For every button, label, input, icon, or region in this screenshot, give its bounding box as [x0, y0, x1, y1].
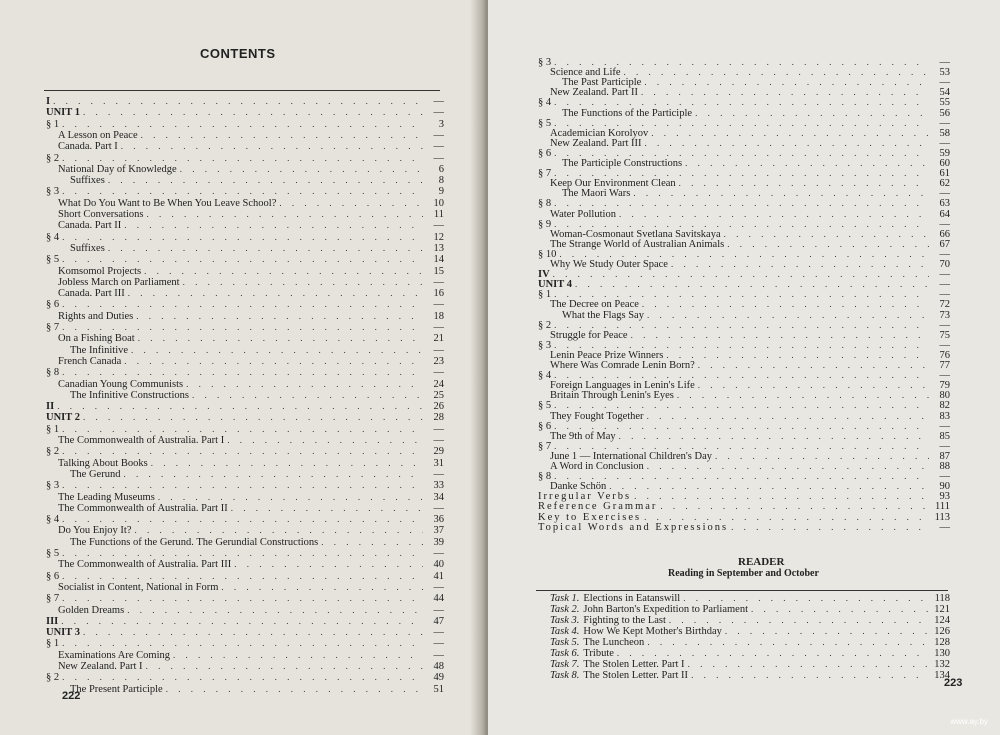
dot-leader — [146, 208, 423, 220]
toc-page-number: 44 — [433, 593, 444, 605]
toc-page-number: 83 — [939, 410, 950, 422]
dot-leader — [166, 683, 423, 695]
left-page — [0, 0, 486, 735]
toc-entry-title: § 2 — [46, 446, 60, 458]
dot-leader — [234, 558, 423, 570]
toc-page-number: 41 — [433, 570, 444, 582]
toc-page-number: — — [939, 370, 950, 382]
toc-page-number: 63 — [939, 198, 950, 210]
toc-page-number: — — [433, 107, 444, 119]
toc-entry-title: § 4 — [46, 231, 60, 243]
toc-page-number: — — [433, 322, 444, 333]
task-label: Task 3. — [550, 615, 580, 626]
dot-leader — [173, 649, 423, 661]
toc-page-number: 51 — [433, 683, 444, 695]
toc-entry-title: Keep Our Environment Clean — [550, 178, 676, 190]
dot-leader — [731, 521, 929, 533]
toc-page-number: 56 — [939, 107, 950, 119]
toc-page-number: 80 — [939, 390, 950, 402]
toc-page-number: — — [433, 276, 444, 288]
dot-leader — [62, 298, 423, 310]
toc-page-number: 34 — [433, 491, 444, 503]
dot-leader — [151, 457, 423, 469]
toc-page-number: — — [939, 420, 950, 432]
toc-page-number: — — [433, 502, 444, 514]
toc-page-number: 39 — [433, 536, 444, 548]
toc-page-number: — — [433, 141, 444, 153]
toc-page-number: 24 — [433, 378, 444, 390]
dot-leader — [108, 242, 423, 254]
toc-page-number: 93 — [939, 491, 950, 503]
toc-entry-title: Lenin Peace Prize Winners — [550, 349, 664, 361]
toc-entry-title: The Commonwealth of Australia. Part I — [58, 435, 225, 446]
reader-subtitle: Reading in September and October — [668, 568, 819, 579]
toc-entry-title: National Day of Knowledge — [58, 163, 177, 175]
toc-page-number: 11 — [433, 209, 444, 220]
toc-page-number: — — [433, 604, 444, 616]
toc-entry-title: They Fought Together — [550, 410, 644, 422]
toc-page-number: — — [433, 367, 444, 379]
toc-entry-title: § 8 — [538, 471, 552, 483]
toc-entry-title: Suffixes — [70, 175, 105, 187]
dot-leader — [83, 106, 423, 118]
toc-entry-title: UNIT 3 — [46, 627, 80, 639]
toc-entry-title: § 3 — [46, 186, 60, 198]
toc-entry-title: § 1 — [538, 289, 552, 301]
toc-entry-title: § 10 — [538, 248, 557, 260]
toc-entry-title: The Functions of the Participle — [562, 107, 693, 119]
toc-page-number: — — [939, 117, 950, 129]
toc-entry-title: The Strange World of Australian Animals — [550, 238, 725, 250]
toc-entry-title: § 5 — [538, 117, 552, 129]
toc-entry-title: Where Was Comrade Lenin Born? — [550, 360, 695, 371]
toc-page-number: 59 — [939, 147, 950, 159]
toc-page-number: — — [939, 289, 950, 301]
dot-leader — [192, 389, 423, 401]
toc-entry-title: § 6 — [538, 420, 552, 432]
toc-entry-title: The 9th of May — [550, 430, 616, 442]
dot-leader — [108, 174, 423, 186]
toc-page-number: 13 — [433, 242, 444, 254]
toc-entry-title: The Leading Museums — [58, 491, 155, 503]
toc-entry-title: Canada. Part II — [58, 220, 122, 232]
toc-entry-title: § 8 — [46, 367, 60, 379]
toc-entry-title: The Past Participle — [562, 77, 642, 89]
toc-page-number: — — [433, 581, 444, 593]
toc-page-number: 53 — [939, 67, 950, 79]
toc-page-number: — — [939, 319, 950, 331]
dot-leader — [231, 502, 423, 514]
task-label: Task 2. — [550, 604, 580, 615]
toc-page-number: 47 — [433, 615, 444, 627]
toc-page-number: 73 — [939, 309, 950, 321]
dot-leader — [62, 231, 423, 243]
dot-leader — [321, 536, 423, 548]
toc-page-number: 79 — [939, 380, 950, 392]
toc-entry-title: § 3 — [538, 57, 552, 68]
toc-entry-title: Socialist in Content, National in Form — [58, 581, 219, 593]
toc-page-number: — — [939, 218, 950, 230]
page-number: 223 — [944, 677, 963, 689]
toc-entry-title: June 1 — International Children's Day — [550, 450, 712, 462]
dot-leader — [124, 355, 423, 367]
dot-leader — [62, 671, 423, 683]
toc-entry-title: § 6 — [46, 570, 60, 582]
toc-entry-title: The Infinitive Constructions — [70, 389, 189, 401]
dot-leader — [62, 570, 423, 582]
toc-page-number: 85 — [939, 430, 950, 442]
toc-page-number: 31 — [433, 457, 444, 469]
toc-entry-title: UNIT 1 — [46, 107, 80, 119]
toc-entry-title: The Infinitive — [70, 344, 129, 356]
dot-leader — [691, 669, 929, 681]
toc-entry-title: UNIT 2 — [46, 412, 80, 424]
toc-page-number: 18 — [433, 310, 444, 322]
toc-entry-title: The Maori Wars — [562, 188, 631, 200]
toc-page-number: 6 — [438, 163, 444, 175]
toc-entry-title: New Zealand. Part III — [550, 137, 642, 149]
toc-page-number: 76 — [939, 349, 950, 361]
toc-entry-title: The Participle Constructions — [562, 158, 683, 169]
task-title: The Stolen Letter. Part I — [583, 659, 685, 670]
toc-page-number: — — [939, 279, 950, 291]
toc-page-number: 134 — [934, 670, 950, 681]
toc-entry-title: Key to Exercises — [538, 511, 642, 523]
toc-page-number: 40 — [433, 559, 444, 571]
dot-leader — [62, 637, 423, 649]
toc-entry-title: Examinations Are Coming — [58, 649, 170, 661]
toc-page-number: — — [939, 57, 950, 68]
toc-entry-title: § 4 — [46, 514, 60, 526]
toc-page-number: 62 — [939, 178, 950, 190]
dot-leader — [62, 592, 423, 604]
toc-page-number: — — [433, 344, 444, 356]
task-label: Task 6. — [550, 648, 580, 659]
dot-leader — [123, 468, 423, 480]
dot-leader — [158, 491, 423, 503]
dot-leader — [62, 479, 423, 491]
toc-page-number: 37 — [433, 525, 444, 537]
toc-entry-title: The Gerund — [70, 468, 121, 480]
toc-entry-title: Do You Enjoy It? — [58, 525, 132, 537]
toc-entry-title: § 1 — [46, 638, 60, 650]
toc-entry-title: French Canada — [58, 355, 122, 367]
task-label: Task 8. — [550, 670, 580, 681]
toc-entry-title: II — [46, 401, 55, 413]
task-label: Task 4. — [550, 626, 580, 637]
toc-page-number: 29 — [433, 446, 444, 458]
toc-entry-title: What the Flags Say — [562, 309, 644, 321]
reader-title: READER — [738, 556, 785, 568]
toc-page-number: 90 — [939, 481, 950, 493]
toc-entry-title: § 7 — [46, 593, 60, 605]
toc-entry-title: Golden Dreams — [58, 604, 125, 616]
dot-leader — [62, 185, 423, 197]
toc-entry-title: § 5 — [46, 548, 60, 559]
toc-page-number: — — [433, 423, 444, 435]
dot-leader — [62, 513, 423, 525]
dot-leader — [61, 615, 423, 627]
dot-leader — [62, 547, 423, 559]
toc-page-number: 3 — [438, 118, 444, 130]
toc-page-number: 26 — [433, 401, 444, 413]
toc-page-number: — — [433, 548, 444, 559]
toc-page-number: — — [433, 468, 444, 480]
toc-entry-title: The Commonwealth of Australia. Part II — [58, 502, 228, 514]
toc-entry-title: § 4 — [538, 97, 552, 109]
toc-page-number: — — [433, 129, 444, 141]
toc-page-number: — — [939, 248, 950, 260]
toc-page-number: 126 — [934, 626, 950, 637]
toc-page-number: 130 — [934, 648, 950, 659]
dot-leader — [138, 332, 423, 344]
toc-entry — [70, 683, 444, 696]
toc-page-number: 33 — [433, 480, 444, 492]
toc-page-number: 132 — [934, 659, 950, 670]
toc-page-number: — — [433, 649, 444, 661]
toc-entry-title: § 7 — [538, 168, 552, 180]
toc-page-number: 77 — [939, 360, 950, 371]
dot-leader — [62, 152, 423, 164]
toc-entry-title: Rights and Duties — [58, 310, 134, 322]
dot-leader — [83, 626, 423, 638]
toc-page-number: — — [433, 152, 444, 164]
toc-page-number: — — [939, 339, 950, 351]
toc-entry-title: Komsomol Projects — [58, 265, 142, 277]
toc-page-number: 12 — [433, 231, 444, 243]
toc-entry-title: § 6 — [46, 299, 60, 311]
toc-page-number: 75 — [939, 329, 950, 341]
dot-leader — [62, 118, 423, 130]
toc-entry-title: What Do You Want to Be When You Leave School? — [58, 197, 277, 209]
task-label: Task 7. — [550, 659, 580, 670]
page-number: 222 — [62, 690, 81, 702]
toc-page-number: 124 — [934, 615, 950, 626]
toc-page-number: 36 — [433, 514, 444, 526]
toc-page-number: — — [433, 638, 444, 650]
task-title: John Barton's Expedition to Parliament — [583, 604, 748, 615]
toc-page-number: 111 — [935, 501, 950, 513]
toc-page-number: 113 — [934, 511, 950, 523]
dot-leader — [144, 265, 423, 277]
toc-entry-title: The Decree on Peace — [550, 299, 639, 311]
toc-page-number: — — [433, 627, 444, 639]
toc-page-number: 118 — [934, 593, 950, 604]
task-title: The Stolen Letter. Part II — [583, 670, 689, 681]
toc-entry-title: A Word in Conclusion — [550, 461, 644, 472]
toc-page-number: — — [433, 435, 444, 446]
toc-page-number: 25 — [433, 389, 444, 401]
toc-entry-title: § 3 — [46, 480, 60, 492]
toc-entry-title: On a Fishing Boat — [58, 333, 135, 345]
toc-entry-title: § 7 — [46, 322, 60, 333]
toc-page-number: — — [939, 77, 950, 89]
toc-page-number: — — [433, 220, 444, 232]
toc-page-number: 66 — [939, 228, 950, 240]
toc-entry-title: § 5 — [46, 254, 60, 266]
dot-leader — [180, 163, 423, 175]
dot-leader — [186, 378, 423, 390]
toc-page-number: — — [433, 299, 444, 311]
toc-entry-title: III — [46, 615, 59, 627]
watermark: www.ay.by — [950, 717, 988, 726]
toc-entry-title: § 7 — [538, 440, 552, 452]
toc-page-number: — — [939, 471, 950, 483]
toc-page-number: 88 — [939, 461, 950, 472]
reader-task — [550, 669, 950, 682]
toc-page-number: — — [939, 137, 950, 149]
toc-entry-title: § 3 — [538, 339, 552, 351]
toc-entry-title: IV — [538, 269, 550, 281]
toc-entry-title: § 1 — [46, 423, 60, 435]
toc-entry-title: Struggle for Peace — [550, 329, 628, 341]
dot-leader — [141, 129, 423, 141]
toc-page-number: 128 — [934, 637, 950, 648]
dot-leader — [62, 253, 423, 265]
toc-entry-title: Britain Through Lenin's Eyes — [550, 390, 674, 402]
toc-entry-title: Short Conversations — [58, 209, 144, 220]
toc-page-number: 60 — [939, 158, 950, 169]
toc-entry-title: Woman-Cosmonaut Svetlana Savitskaya — [550, 228, 721, 240]
dot-leader — [127, 604, 423, 616]
toc-entry-title: New Zealand. Part I — [58, 661, 143, 672]
dot-leader — [279, 197, 423, 209]
toc-page-number: 9 — [438, 186, 444, 198]
toc-page-number: 8 — [438, 175, 444, 187]
task-title: Tribute — [583, 648, 614, 659]
toc-entry-title: Danke Schön — [550, 481, 607, 493]
toc-page-number: 14 — [433, 254, 444, 266]
dot-leader — [136, 310, 423, 322]
toc-entry-title: UNIT 4 — [538, 279, 572, 291]
dot-leader — [62, 423, 423, 435]
dot-leader — [183, 276, 423, 288]
dot-leader — [57, 400, 423, 412]
toc-page-number: 72 — [939, 299, 950, 311]
dot-leader — [53, 95, 423, 107]
toc-page-number: — — [939, 521, 950, 533]
dot-leader — [135, 524, 423, 536]
task-title: Fighting to the Last — [583, 615, 666, 626]
toc-page-number: 54 — [939, 87, 950, 99]
toc-page-number: 28 — [433, 412, 444, 424]
toc-entry-title: § 8 — [538, 198, 552, 210]
task-title: Elections in Eatanswill — [583, 593, 681, 604]
toc-entry-title: Suffixes — [70, 242, 105, 254]
dot-leader — [124, 219, 423, 231]
toc-entry-title: § 2 — [46, 672, 60, 684]
toc-entry-title: Canada. Part I — [58, 141, 118, 153]
toc-entry-title: The Commonwealth of Australia. Part III — [58, 559, 232, 571]
toc-entry-title: New Zealand. Part II — [550, 87, 639, 99]
toc-entry-title: A Lesson on Peace — [58, 129, 138, 141]
toc-entry-title: § 9 — [538, 218, 552, 230]
right-page — [488, 0, 1000, 735]
toc-entry-title: Why We Study Outer Space — [550, 259, 668, 270]
toc-page-number: 23 — [433, 355, 444, 367]
dot-leader — [83, 411, 423, 423]
toc-entry-title: Irregular Verbs — [538, 491, 632, 503]
toc-entry-title: Foreign Languages in Lenin's Life — [550, 380, 695, 392]
task-label: Task 1. — [550, 593, 580, 604]
toc-entry-title: I — [46, 96, 51, 107]
dot-leader — [128, 287, 423, 299]
toc-page-number: 58 — [939, 127, 950, 139]
toc-entry — [538, 521, 950, 534]
toc-page-number: — — [939, 269, 950, 281]
toc-page-number: 21 — [433, 333, 444, 345]
toc-entry-title: § 6 — [538, 147, 552, 159]
page-title: CONTENTS — [200, 46, 276, 61]
toc-page-number: — — [433, 96, 444, 107]
toc-entry-title: § 2 — [46, 152, 60, 164]
toc-entry-title: § 2 — [538, 319, 552, 331]
toc-page-number: 64 — [939, 208, 950, 220]
toc-entry-title: Water Pollution — [550, 208, 616, 220]
toc-page-number: 15 — [433, 265, 444, 277]
dot-leader — [62, 321, 423, 333]
dot-leader — [62, 366, 423, 378]
task-title: How We Kept Mother's Birthday — [583, 626, 722, 637]
task-title: The Luncheon — [583, 637, 645, 648]
toc-entry-title: Topical Words and Expressions — [538, 521, 729, 533]
toc-page-number: 82 — [939, 400, 950, 412]
toc-page-number: 87 — [939, 450, 950, 462]
toc-page-number: 10 — [433, 197, 444, 209]
toc-page-number: 16 — [433, 288, 444, 300]
toc-page-number: 48 — [433, 661, 444, 672]
toc-entry-title: Reference Grammar — [538, 501, 658, 513]
toc-page-number: 49 — [433, 672, 444, 684]
toc-entry-title: § 1 — [46, 118, 60, 130]
toc-entry-title: Canada. Part III — [58, 288, 125, 300]
toc-entry-title: Jobless March on Parliament — [58, 276, 180, 288]
toc-page-number: 55 — [939, 97, 950, 109]
toc-page-number: 61 — [939, 168, 950, 180]
toc-entry-title: § 5 — [538, 400, 552, 412]
dot-leader — [221, 581, 423, 593]
dot-leader — [131, 344, 423, 356]
toc-entry-title: Canadian Young Communists — [58, 378, 184, 390]
toc-entry-title: Science and Life — [550, 67, 621, 79]
task-label: Task 5. — [550, 637, 580, 648]
toc-entry-title: Academician Korolyov — [550, 127, 649, 139]
toc-page-number: 67 — [939, 238, 950, 250]
dot-leader — [121, 140, 423, 152]
dot-leader — [62, 445, 423, 457]
toc-entry-title: The Present Participle — [70, 683, 163, 695]
toc-page-number: — — [939, 440, 950, 452]
dot-leader — [146, 660, 423, 672]
dot-leader — [227, 434, 423, 446]
toc-page-number: 70 — [939, 259, 950, 270]
toc-entry-title: Talking About Books — [58, 457, 148, 469]
toc-page-number: 121 — [934, 604, 950, 615]
toc-entry-title: The Functions of the Gerund. The Gerundial Constructions — [70, 536, 319, 548]
toc-page-number: — — [939, 188, 950, 200]
toc-entry-title: § 4 — [538, 370, 552, 382]
